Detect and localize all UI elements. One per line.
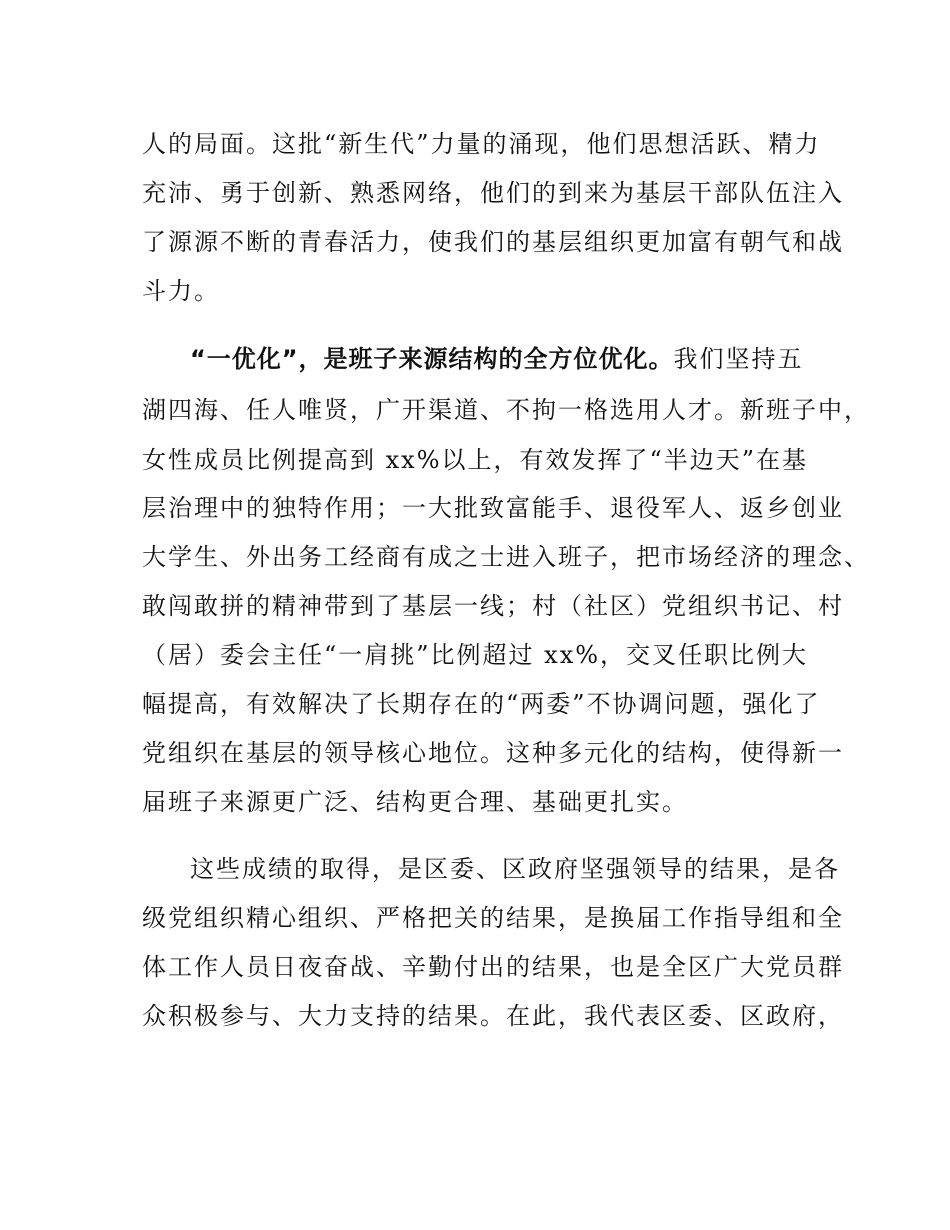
paragraph-1-line-2: 充沛、勇于创新、熟悉网络，他们的到来为基层干部队伍注入 <box>142 179 844 207</box>
paragraph-3-line-3: 体工作人员日夜奋战、辛勤付出的结果，也是全区广大党员群 <box>142 953 844 981</box>
paragraph-2-line-7: （居）委会主任“一肩挑”比例超过 xx%，交叉任职比例大 <box>142 641 809 669</box>
paragraph-2-lead-heading: “一优化”，是班子来源结构的全方位优化。 <box>190 345 674 373</box>
paragraph-2-line-9: 党组织在基层的领导核心地位。这种多元化的结构，使得新一 <box>142 739 844 767</box>
paragraph-2-line-8: 幅提高，有效解决了长期存在的“两委”不协调问题，强化了 <box>142 690 821 718</box>
paragraph-3-line-1: 这些成绩的取得，是区委、区政府坚强领导的结果，是各 <box>190 855 840 883</box>
paragraph-1-line-4: 斗力。 <box>142 277 220 305</box>
paragraph-2-line-6: 敢闯敢拼的精神带到了基层一线；村（社区）党组织书记、村 <box>142 592 844 620</box>
paragraph-2-lead-rest: 我们坚持五 <box>673 345 804 373</box>
paragraph-2-line-5: 大学生、外出务工经商有成之士进入班子，把市场经济的理念、 <box>142 543 870 571</box>
paragraph-2-line-10: 届班子来源更广泛、结构更合理、基础更扎实。 <box>142 788 688 816</box>
paragraph-3-line-4: 众积极参与、大力支持的结果。在此，我代表区委、区政府， <box>142 1002 844 1030</box>
paragraph-1-line-3: 了源源不断的青春活力，使我们的基层组织更加富有朝气和战 <box>142 228 844 256</box>
paragraph-2-line-3: 女性成员比例提高到 xx%以上，有效发挥了“半边天”在基 <box>142 446 809 474</box>
paragraph-2-line-4: 层治理中的独特作用；一大批致富能手、退役军人、返乡创业 <box>142 494 844 522</box>
paragraph-2-line-1 <box>190 343 804 375</box>
paragraph-2-line-2: 湖四海、任人唯贤，广开渠道、不拘一格选用人才。新班子中， <box>142 396 870 424</box>
paragraph-1-line-1: 人的局面。这批“新生代”力量的涌现，他们思想活跃、精力 <box>142 130 821 158</box>
paragraph-3-line-2: 级党组织精心组织、严格把关的结果，是换届工作指导组和全 <box>142 904 844 932</box>
